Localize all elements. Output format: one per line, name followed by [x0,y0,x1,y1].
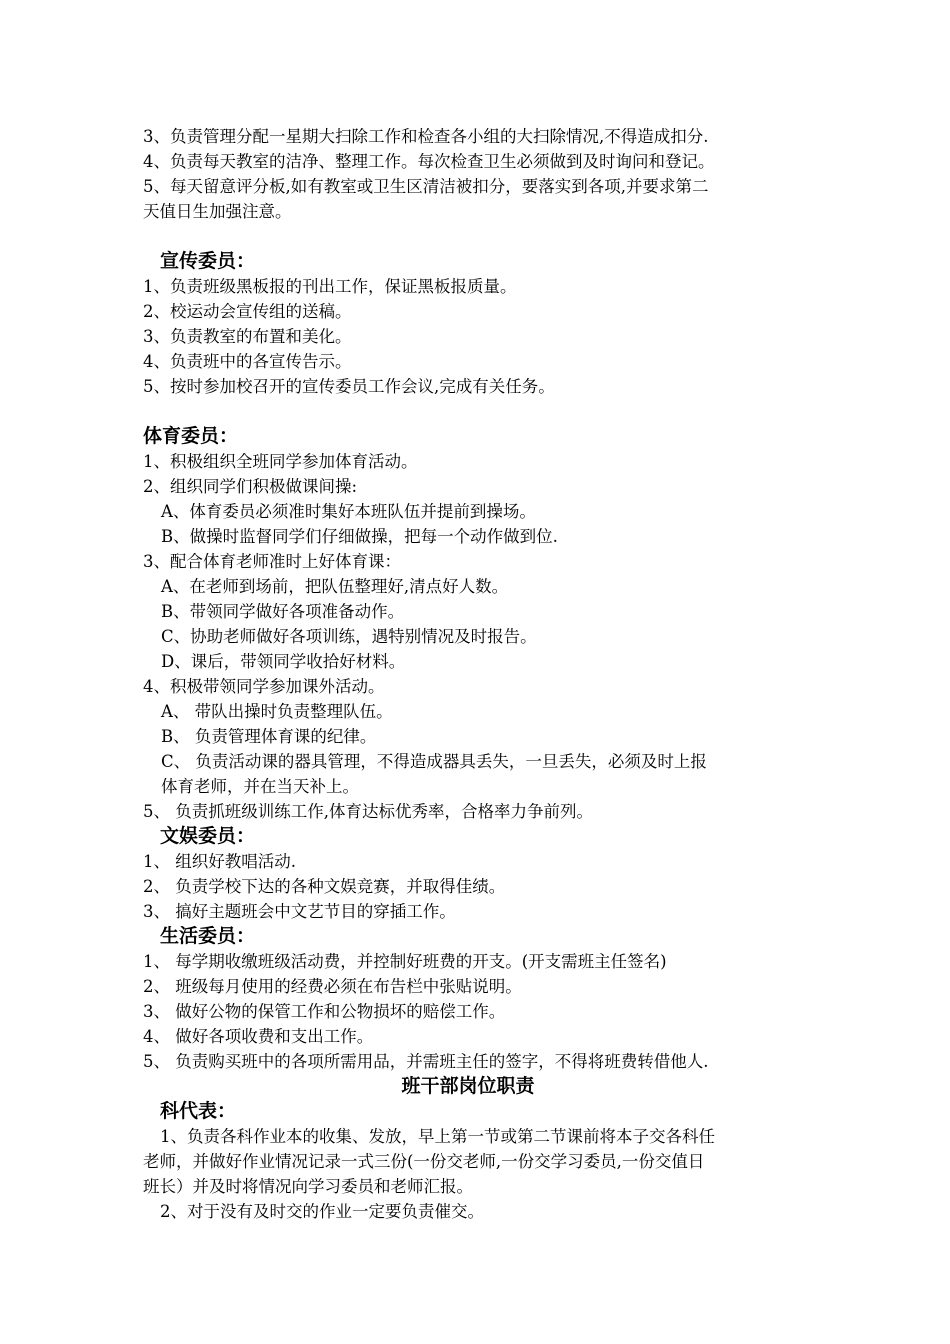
paragraph-line: 2、组织同学们积极做课间操: [143,477,358,496]
paragraph-line: 4、负责班中的各宣传告示。 [143,352,352,371]
paragraph-line: 3、 做好公物的保管工作和公物损坏的赔偿工作。 [143,1002,506,1021]
section-heading: 体育委员： [143,425,239,447]
paragraph-line: C、协助老师做好各项训练，遇特别情况及时报告。 [161,627,537,646]
paragraph-line: 1、负责班级黑板报的刊出工作，保证黑板报质量。 [143,277,517,296]
paragraph-line: B、 负责管理体育课的纪律。 [161,727,377,746]
paragraph-line: 老师，并做好作业情况记录一式三份(一份交老师,一份交学习委员,一份交值日 [143,1152,705,1171]
paragraph-line: A、体育委员必须准时集好本班队伍并提前到操场。 [161,502,536,521]
publicity-section [143,249,823,399]
paragraph-line: 1、负责各科作业本的收集、发放，早上第一节或第二节课前将本子交各科任 [160,1127,715,1146]
paragraph-line: 4、积极带领同学参加课外活动。 [143,677,385,696]
paragraph-line: 4、 做好各项收费和支出工作。 [143,1027,374,1046]
paragraph-line: 1、积极组织全班同学参加体育活动。 [143,452,418,471]
paragraph-line: 3、 搞好主题班会中文艺节目的穿插工作。 [143,902,456,921]
paragraph-line: 体育老师，并在当天补上。 [161,777,359,796]
cleaning-section [143,124,823,224]
life-section [143,924,823,1074]
paragraph-line: 5、每天留意评分板,如有教室或卫生区清洁被扣分，要落实到各项,并要求第二 [143,177,709,196]
paragraph-line: 3、负责管理分配一星期大扫除工作和检查各小组的大扫除情况,不得造成扣分. [143,127,709,146]
paragraph-line: 班长）并及时将情况向学习委员和老师汇报。 [143,1177,473,1196]
paragraph-line: 2、校运动会宣传组的送稿。 [143,302,352,321]
paragraph-line: 2、对于没有及时交的作业一定要负责催交。 [160,1202,484,1221]
paragraph-line: 2、 负责学校下达的各种文娱竞赛，并取得佳绩。 [143,877,506,896]
section-heading: 生活委员： [160,925,256,947]
paragraph-line: 1、 组织好教唱活动. [143,852,296,871]
paragraph-line: A、在老师到场前，把队伍整理好,清点好人数。 [161,577,509,596]
paragraph-line: 3、负责教室的布置和美化。 [143,327,352,346]
paragraph-line: B、带领同学做好各项准备动作。 [161,602,405,621]
page-title: 班干部岗位职责 [401,1075,535,1097]
paragraph-line: 3、配合体育老师准时上好体育课： [143,552,401,571]
paragraph-line: 2、 班级每月使用的经费必须在布告栏中张贴说明。 [143,977,522,996]
paragraph-line: B、做操时监督同学们仔细做操，把每一个动作做到位. [161,527,558,546]
subject-rep-section [143,1099,823,1224]
paragraph-line: 4、负责每天教室的洁净、整理工作。每次检查卫生必须做到及时询问和登记。 [143,152,715,171]
paragraph-line: 5、按时参加校召开的宣传委员工作会议,完成有关任务。 [143,377,555,396]
paragraph-line: 天值日生加强注意。 [143,202,292,221]
paragraph-line: A、 带队出操时负责整理队伍。 [161,702,393,721]
section-heading: 宣传委员： [160,250,256,272]
paragraph-line: 5、 负责抓班级训练工作,体育达标优秀率，合格率力争前列。 [143,802,593,821]
section-heading: 科代表： [160,1100,237,1122]
entertainment-section [143,824,823,924]
paragraph-line: 5、 负责购买班中的各项所需用品，并需班主任的签字，不得将班费转借他人. [143,1052,709,1071]
sports-section [143,424,823,824]
paragraph-line: D、课后，带领同学收拾好材料。 [161,652,406,671]
document-page [143,124,823,1224]
paragraph-line: C、 负责活动课的器具管理，不得造成器具丢失，一旦丢失，必须及时上报 [161,752,707,771]
section-heading: 文娱委员： [160,825,256,847]
paragraph-line: 1、 每学期收缴班级活动费，并控制好班费的开支。(开支需班主任签名) [143,952,667,971]
